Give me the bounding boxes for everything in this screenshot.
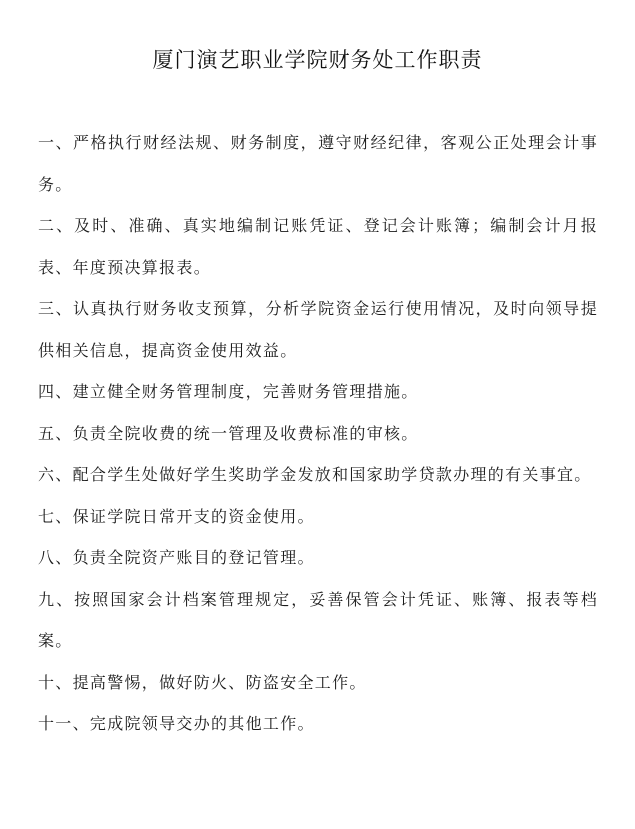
duty-item-4: 四、建立健全财务管理制度，完善财务管理措施。 bbox=[38, 382, 419, 401]
duty-item-11: 十一、完成院领导交办的其他工作。 bbox=[38, 714, 315, 733]
duty-item-10: 十、提高警惕，做好防火、防盗安全工作。 bbox=[38, 672, 367, 692]
document-title: 厦门演艺职业学院财务处工作职责 bbox=[152, 48, 483, 72]
duty-list bbox=[38, 122, 598, 745]
duty-item-5: 五、负责全院收费的统一管理及收费标准的审核。 bbox=[38, 423, 419, 443]
duty-item-8: 八、负责全院资产账目的登记管理。 bbox=[38, 548, 315, 567]
duty-item-3: 三、认真执行财务收支预算，分析学院资金运行使用情况，及时向领导提供相关信息，提高资金使用效益。 bbox=[38, 299, 598, 360]
duty-item-1: 一、严格执行财经法规、财务制度，遵守财经纪律，客观公正处理会计事务。 bbox=[38, 133, 598, 194]
duty-item-6: 六、配合学生处做好学生奖助学金发放和国家助学贷款办理的有关事宜。 bbox=[38, 465, 592, 484]
duty-item-7: 七、保证学院日常开支的资金使用。 bbox=[38, 506, 315, 526]
duty-item-2: 二、及时、准确、真实地编制记账凭证、登记会计账簿；编制会计月报表、年度预决算报表。 bbox=[38, 216, 598, 277]
duty-item-9: 九、按照国家会计档案管理规定，妥善保管会计凭证、账簿、报表等档案。 bbox=[38, 589, 598, 650]
